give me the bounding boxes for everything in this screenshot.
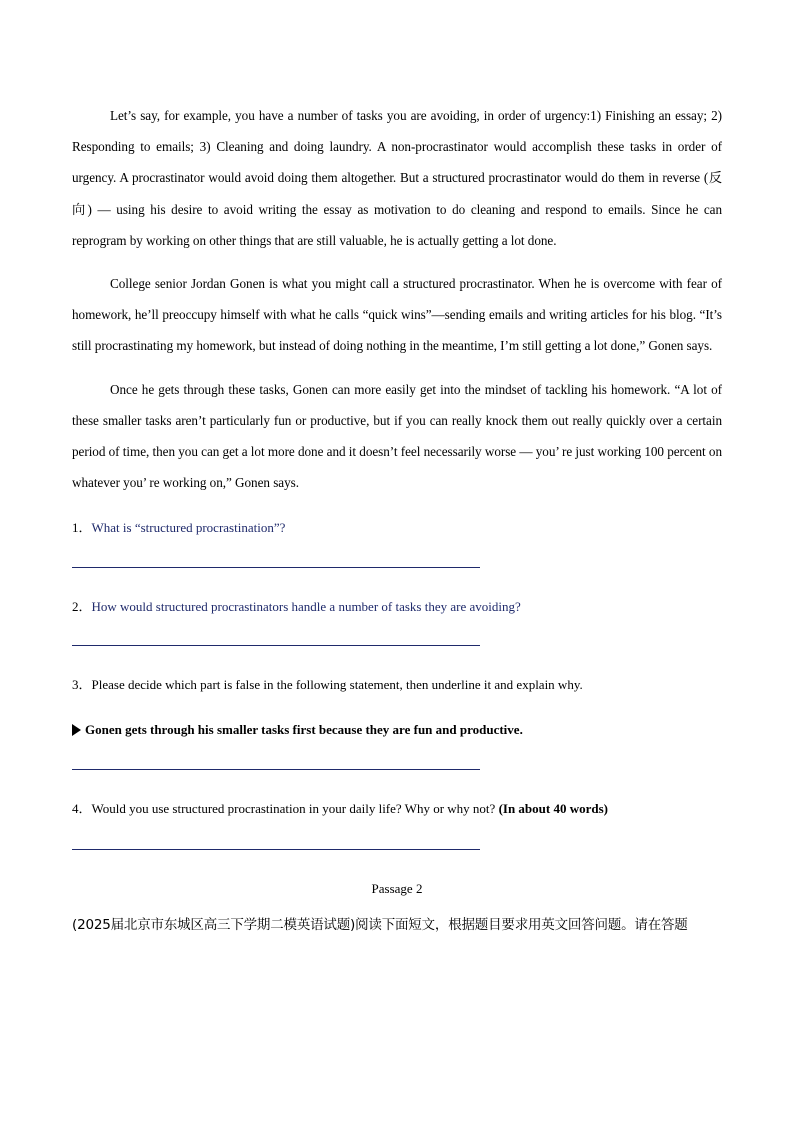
question-2-text: How would structured procrastinators handle a number of tasks they are avoiding?: [91, 599, 521, 615]
paragraph-3: Once he gets through these tasks, Gonen can more easily get into the mindset of tackling his homework. “A lot of these smaller tasks aren’t particularly fun or productive, but if you can really knock them out really quickly over a certain period of time, then you can get a lot more done and it doesn’t feel necessarily worse — you’ re just working 100 percent on whatever you’ re working on,” Gonen says.: [72, 381, 722, 491]
question-4-text: Would you use structured procrastination in your daily life? Why or why not?: [91, 801, 499, 817]
arrow-bullet-icon: [72, 724, 81, 736]
passage-2-title: Passage 2: [371, 881, 423, 897]
word-limit-note: (In about 40 words): [498, 801, 608, 817]
question-2-number: 2．: [72, 599, 92, 615]
statement-text: Gonen gets through his smaller tasks first because they are fun and productive.: [85, 722, 523, 738]
question-4-number: 4．: [72, 801, 92, 817]
question-2: [72, 597, 722, 617]
false-statement: [72, 720, 722, 740]
paragraph-1: Let’s say, for example, you have a number of tasks you are avoiding, in order of urgency:1) Finishing an essay; 2) Responding to emails; 3) Cleaning and doing laundry. A non-procrastinator would accomplish these tasks in order of urgency. A procrastinator would avoid doing them altogether. But a structured procrastinator would do them in reverse (反向) — using his desire to avoid writing the essay as motivation to do cleaning and respond to emails. Since he can reprogram by working on other things that are still valuable, he is actually getting a lot done.: [72, 108, 722, 248]
question-1-number: 1．: [72, 520, 92, 536]
document-page: [72, 100, 722, 935]
question-4: [72, 799, 722, 819]
source-instruction: (2025届北京市东城区高三下学期二模英语试题)阅读下面短文，根据题目要求用英文回答问题。请在答题: [72, 917, 688, 934]
question-1: [72, 518, 722, 538]
answer-line-2[interactable]: [72, 645, 480, 646]
answer-line-1[interactable]: [72, 567, 480, 568]
question-1-text: What is “structured procrastination”?: [91, 520, 286, 536]
paragraph-2: College senior Jordan Gonen is what you might call a structured procrastinator. When he is overcome with fear of homework, he’ll preoccupy himself with what he calls “quick wins”—sending emails and writing articles for his blog. “It’s still procrastinating my homework, but instead of doing nothing in the meantime, I’m still getting a lot done,” Gonen says.: [72, 276, 722, 354]
question-3: [72, 675, 722, 695]
question-3-number: 3．: [72, 677, 92, 693]
answer-line-4[interactable]: [72, 849, 480, 850]
answer-line-3[interactable]: [72, 769, 480, 770]
question-3-text: Please decide which part is false in the following statement, then underline it and explain why.: [91, 677, 583, 693]
